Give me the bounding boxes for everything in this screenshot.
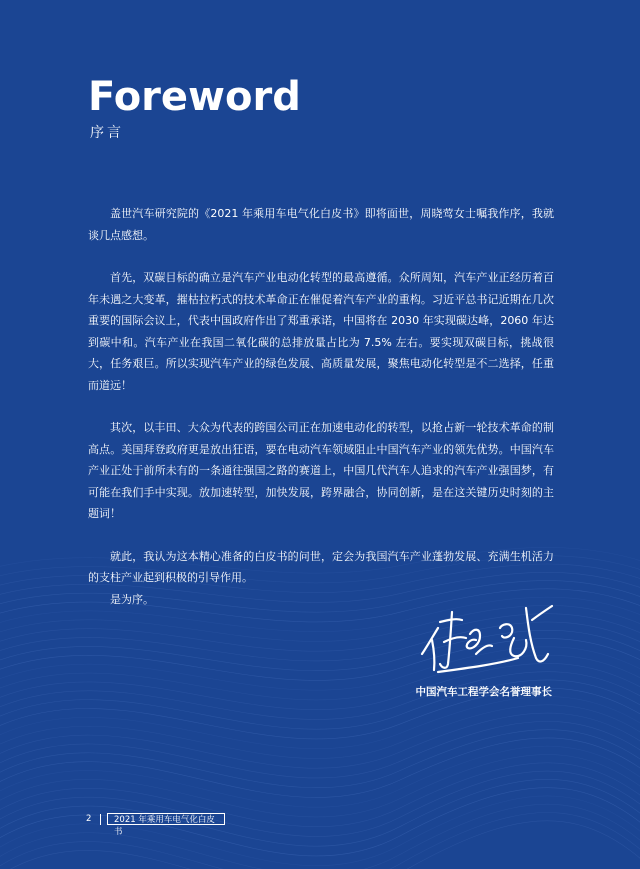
wave-line (0, 821, 640, 869)
paragraph-first: 首先，双碳目标的确立是汽车产业电动化转型的最高遵循。众所周知，汽车产业正经历着百年未遇之大变革，摧枯拉朽式的技术革命正在催促着汽车产业的重构。习近平总书记近期在几次重要的国际会议上，代表中国政府作出了郑重承诺，中国将在 2030 年实现碳达峰，2060 年达到碳中和。汽车产业在我国二氧化碳的总排放量占比为 7.5% 左右。要实现双碳目标，挑战很大，任务艰巨。所以实现汽车产业的绿色发展、高质量发展，聚焦电动化转型是不二选择，任重而道远！ (88, 271, 554, 392)
page-footer (86, 812, 225, 837)
signer-title: 中国汽车工程学会名誉理事长 (415, 686, 552, 698)
footer-divider (100, 814, 101, 825)
paragraph-closing: 是为序。 (110, 592, 154, 606)
paragraph-intro: 盖世汽车研究院的《2021 年乘用车电气化白皮书》即将面世，周晓莺女士嘱我作序，我就谈几点感想。 (88, 207, 554, 242)
handwritten-signature (418, 598, 558, 678)
page-number: 2 (86, 814, 92, 824)
paragraph-conclusion: 就此，我认为这本精心准备的白皮书的问世，定会为我国汽车产业蓬勃发展、充满生机活力的支柱产业起到积极的引导作用。 (88, 549, 554, 584)
page-subtitle: 序言 (90, 125, 124, 141)
wave-line (0, 771, 640, 839)
wave-line (0, 738, 640, 799)
page-title: Foreword (88, 74, 301, 120)
footer-doc-title: 2021 年乘用车电气化白皮书 (107, 813, 225, 825)
wave-line (0, 754, 640, 819)
wave-line (0, 796, 640, 868)
paragraph-second: 其次，以丰田、大众为代表的跨国公司正在加速电动化的转型，以抢占新一轮技术革命的制高点。美国拜登政府更是放出狂语，要在电动汽车领域阻止中国汽车产业的领先优势。中国汽车产业正处于前所未有的一条通往强国之路的赛道上，中国几代汽车人追求的汽车产业强国梦，有可能在我们手中实现。放加速转型，加快发展，跨界融合，协同创新，是在这关键历史时刻的主题词！ (88, 421, 554, 520)
foreword-body (88, 203, 554, 610)
